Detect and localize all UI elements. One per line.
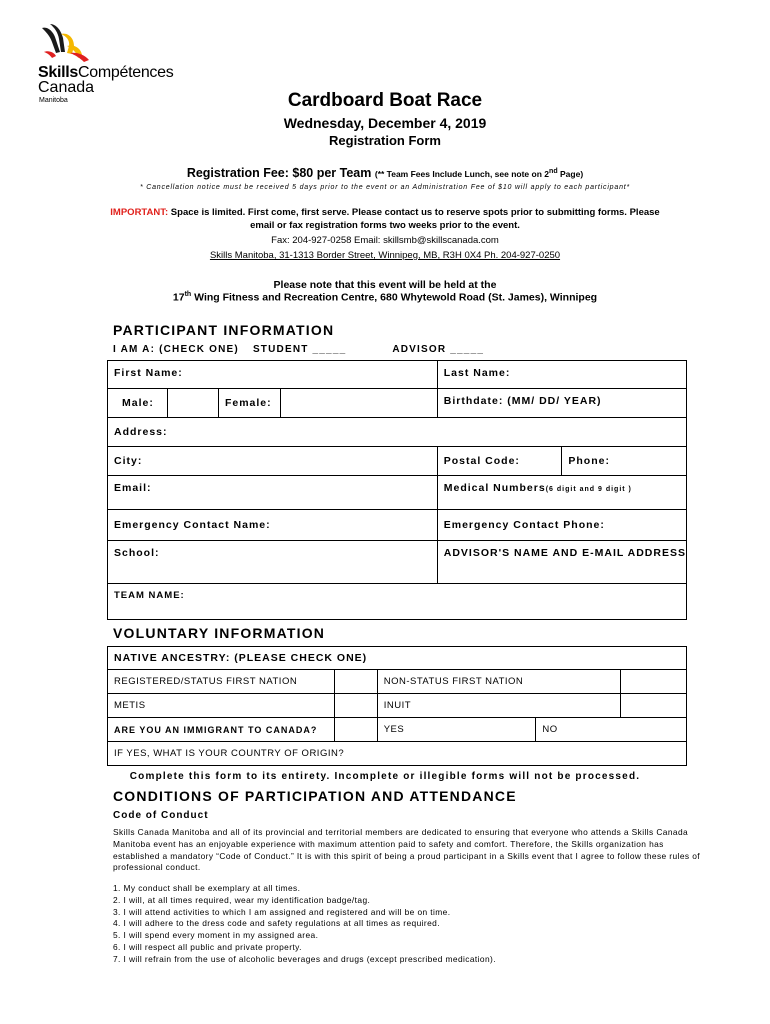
country-of-origin-field[interactable]: IF YES, WHAT IS YOUR COUNTRY OF ORIGIN? (108, 742, 687, 766)
voluntary-form-table (107, 646, 687, 766)
medical-numbers-field[interactable]: Medical Numbers(6 digit and 9 digit ) (437, 476, 686, 510)
code-of-conduct-paragraph: Skills Canada Manitoba and all of its provincial and territorial members are dedicated to ensuring that everyone who attends a Skills Canada Manitoba event has an enjoyable experience with maximum attention paid to safety and comfort. Therefore, the Skills organization has established a mandatory “Code of Conduct.” It is with this spirit of being a proud participant in a Skills event that I agree to follow these rules of professional conduct. (113, 827, 700, 873)
advisor-option[interactable]: ADVISOR _____ (392, 344, 485, 355)
city-field[interactable]: City: (108, 447, 438, 476)
yes-option[interactable]: YES (377, 718, 536, 742)
venue-note: Please note that this event will be held at the (273, 279, 497, 291)
completion-notice: Complete this form to its entirety. Incomplete or illegible forms will not be processed. (129, 771, 641, 782)
participant-form-table (107, 360, 687, 620)
emergency-contact-name-field[interactable]: Emergency Contact Name: (108, 510, 438, 541)
female-checkbox[interactable] (280, 389, 437, 418)
native-ancestry-label: NATIVE ANCESTRY: (PLEASE CHECK ONE) (108, 647, 687, 670)
mailing-address: Skills Manitoba, 31-1313 Border Street, Winnipeg, MB, R3H 0X4 Ph. 204-927-0250 (209, 250, 561, 261)
important-notice: IMPORTANT: Space is limited. First come, first serve. Please contact us to reserve spots prior to submitting forms. Please (110, 207, 660, 218)
contact-info: Fax: 204-927-0258 Email: skillsmb@skillscanada.com (271, 235, 499, 246)
logo-brand-line: SkillsCompétences (38, 64, 174, 81)
non-status-label: NON-STATUS FIRST NATION (377, 670, 621, 694)
first-name-field[interactable]: First Name: (108, 361, 438, 389)
role-selector: I AM A: (CHECK ONE) STUDENT _____ ADVISOR _____ (113, 344, 485, 355)
participant-heading: PARTICIPANT INFORMATION (113, 322, 335, 338)
non-status-checkbox[interactable] (621, 670, 687, 694)
postal-code-field[interactable]: Postal Code: (437, 447, 562, 476)
important-notice-line2: email or fax registration forms two weeks prior to the event. (250, 220, 520, 231)
logo-region: Manitoba (39, 97, 68, 104)
female-label: Female: (218, 389, 280, 418)
last-name-field[interactable]: Last Name: (437, 361, 686, 389)
list-item: 2. I will, at all times required, wear my identification badge/tag. (113, 894, 371, 905)
logo-mark-icon (34, 22, 94, 66)
school-field[interactable]: School: (108, 541, 438, 584)
birthdate-field[interactable]: Birthdate: (MM/ DD/ YEAR) (437, 389, 686, 418)
address-field[interactable]: Address: (108, 418, 687, 447)
male-label: Male: (108, 389, 168, 418)
phone-field[interactable]: Phone: (562, 447, 687, 476)
fee-note: (** Team Fees Include Lunch, see note on 2nd Page) (374, 167, 584, 179)
advisor-contact-field[interactable]: ADVISOR'S NAME AND E-MAIL ADDRESS (437, 541, 686, 584)
conditions-heading: CONDITIONS OF PARTICIPATION AND ATTENDANCE (113, 788, 517, 804)
list-item: 4. I will adhere to the dress code and safety regulations at all times as required. (113, 918, 440, 929)
conduct-rules-list (113, 883, 703, 966)
logo-brand-canada: Canada (38, 79, 95, 96)
registered-status-label: REGISTERED/STATUS FIRST NATION (108, 670, 335, 694)
code-of-conduct-heading: Code of Conduct (113, 810, 209, 821)
list-item: 6. I will respect all public and private property. (113, 941, 302, 952)
student-option[interactable]: STUDENT _____ (252, 344, 347, 355)
list-item: 5. I will spend every moment in my assigned area. (113, 930, 319, 941)
immigrant-blank (334, 718, 377, 742)
metis-checkbox[interactable] (334, 694, 377, 718)
registration-fee: Registration Fee: $80 per Team (** Team Fees Include Lunch, see note on 2nd Page) (186, 166, 584, 180)
metis-label: METIS (108, 694, 335, 718)
form-name: Registration Form (329, 133, 441, 148)
team-name-field[interactable]: TEAM NAME: (108, 584, 687, 620)
voluntary-heading: VOLUNTARY INFORMATION (113, 625, 326, 641)
male-checkbox[interactable] (168, 389, 219, 418)
venue-location: 17th Wing Fitness and Recreation Centre, 680 Whytewold Road (St. James), Winnipeg (172, 291, 598, 304)
no-option[interactable]: NO (536, 718, 687, 742)
list-item: 3. I will attend activities to which I am assigned and registered and will be on time. (113, 906, 451, 917)
cancellation-notice: * Cancellation notice must be received 5 days prior to the event or an Administration Fee of $10 will apply to each participant* (139, 184, 631, 191)
immigrant-question: ARE YOU AN IMMIGRANT TO CANADA? (108, 718, 335, 742)
inuit-checkbox[interactable] (621, 694, 687, 718)
event-date: Wednesday, December 4, 2019 (283, 115, 487, 131)
inuit-label: INUIT (377, 694, 621, 718)
list-item: 1. My conduct shall be exemplary at all times. (113, 883, 301, 893)
registered-status-checkbox[interactable] (334, 670, 377, 694)
email-field[interactable]: Email: (108, 476, 438, 510)
list-item: 7. I will refrain from the use of alcoholic beverages and drugs (except prescribed medication). (113, 953, 496, 964)
page-title: Cardboard Boat Race (287, 90, 483, 111)
emergency-contact-phone-field[interactable]: Emergency Contact Phone: (437, 510, 686, 541)
